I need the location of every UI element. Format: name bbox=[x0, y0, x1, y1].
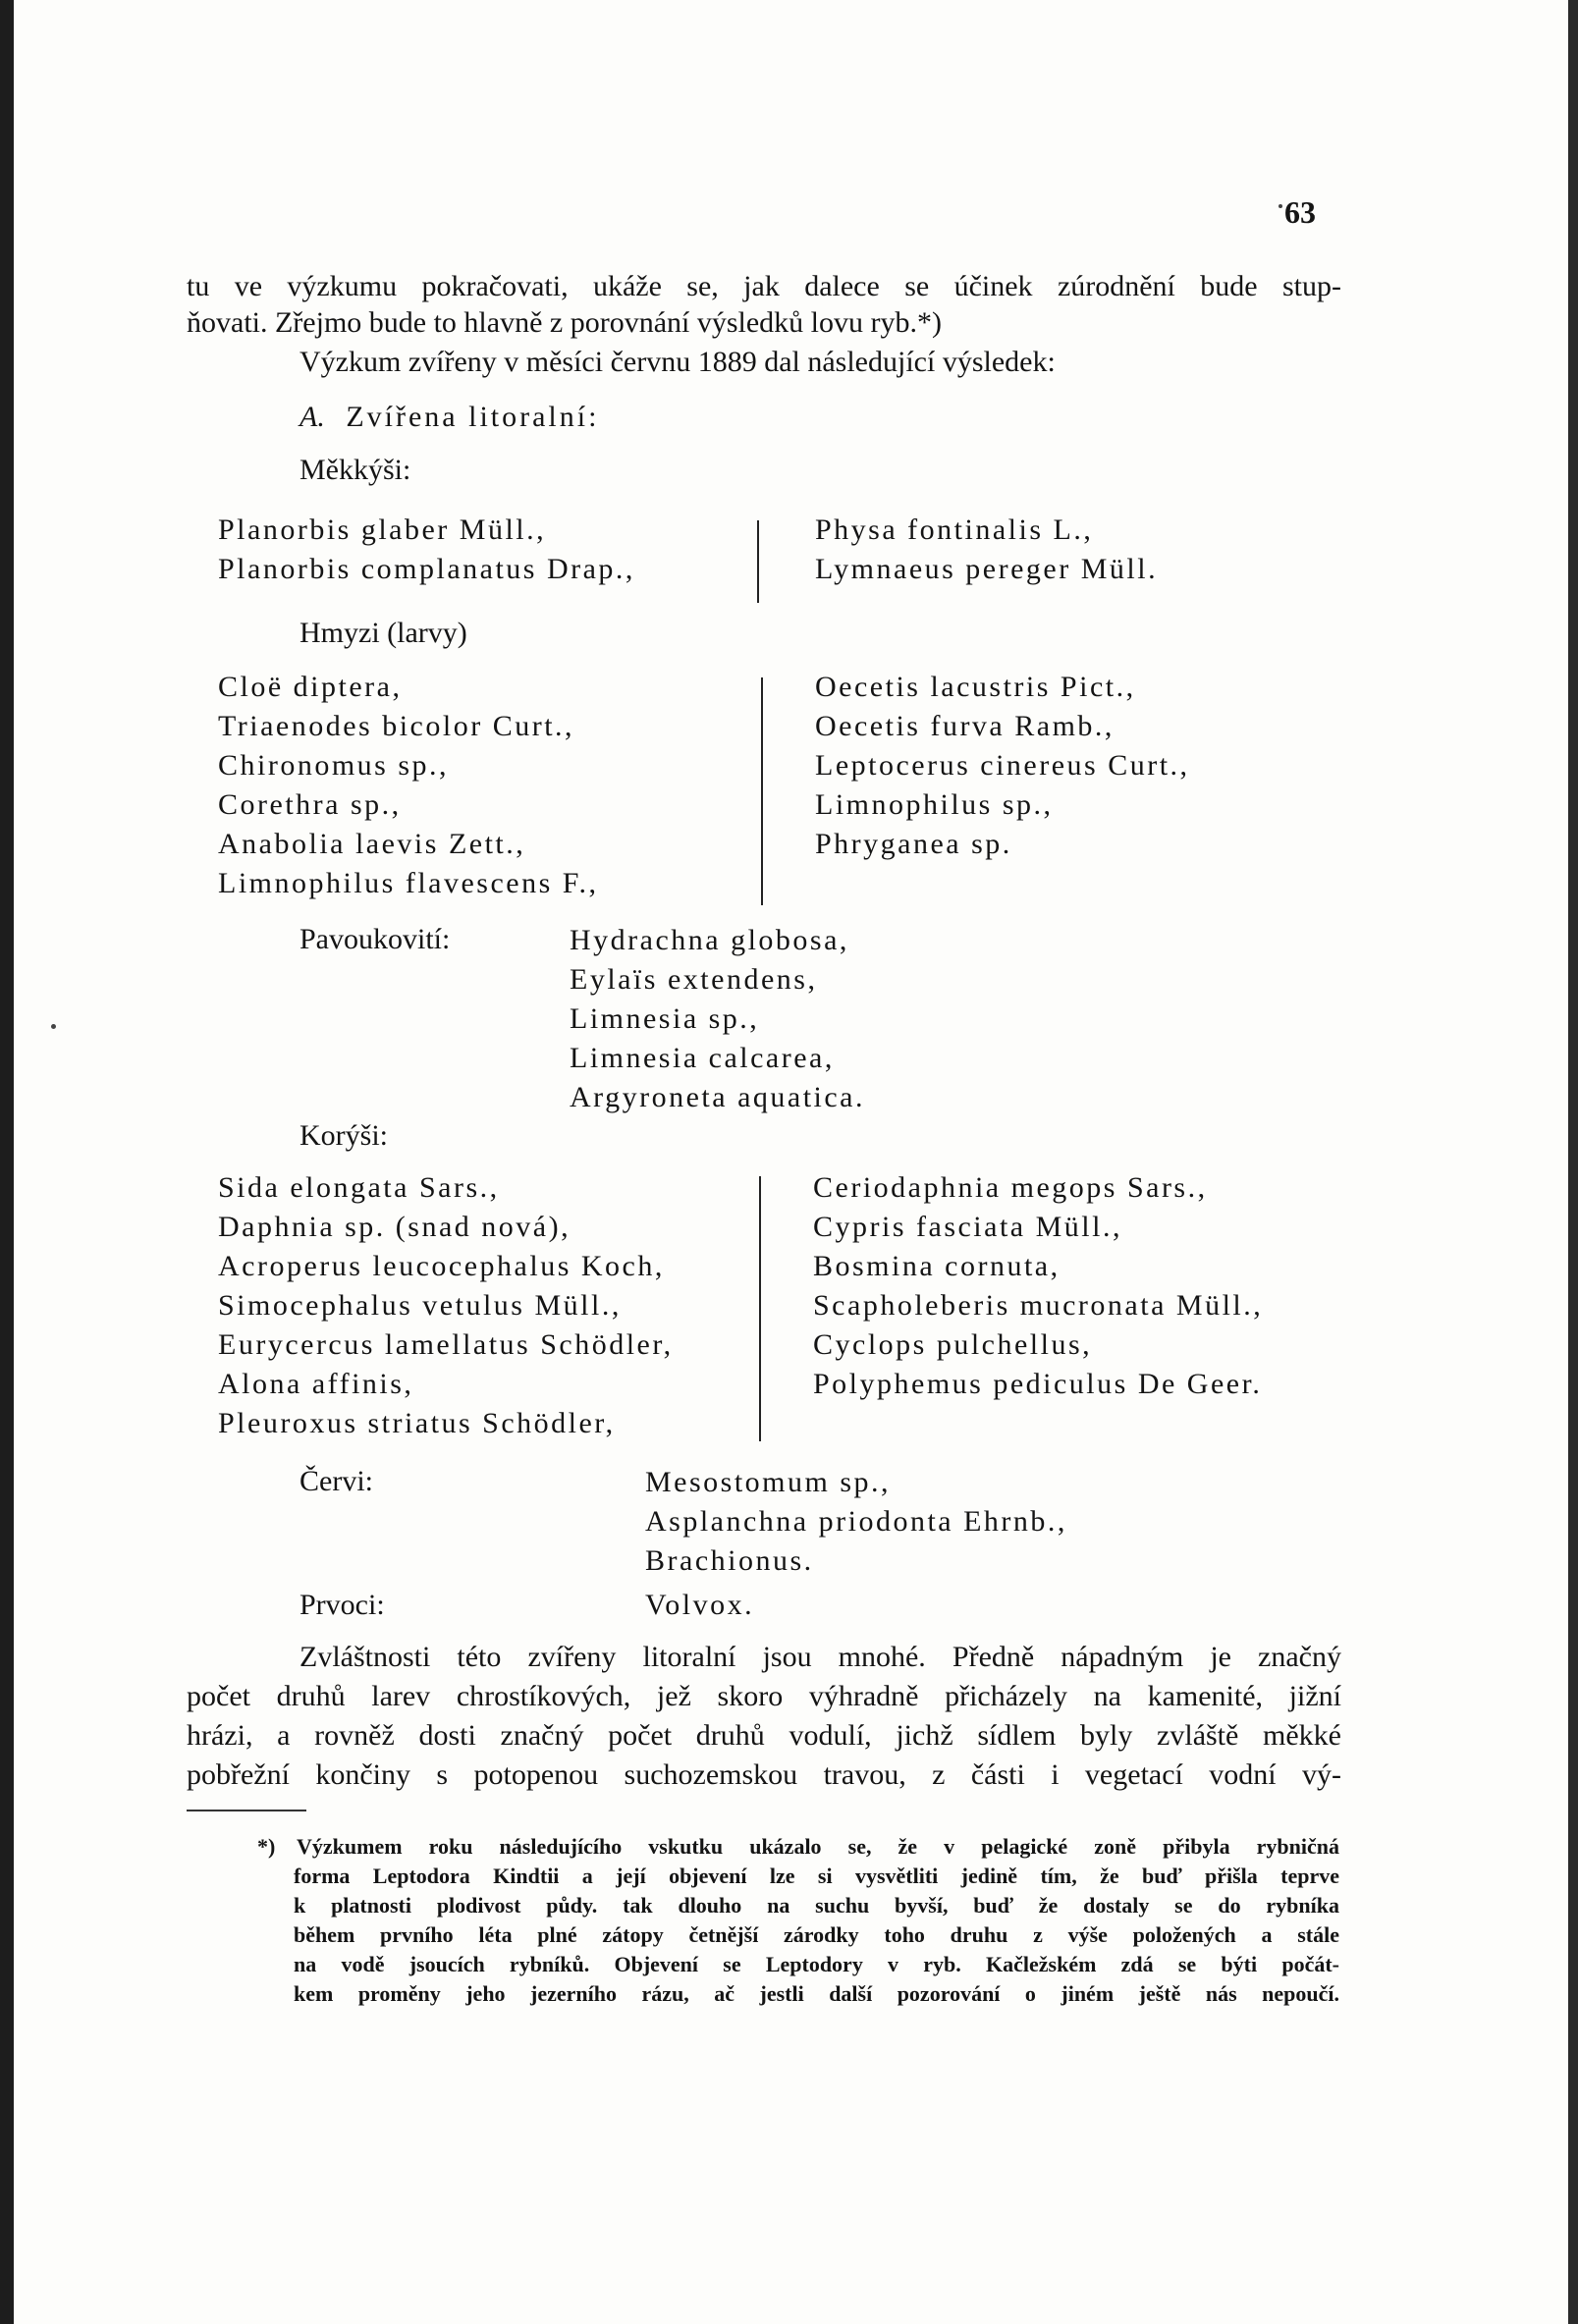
scan-right-edge bbox=[1568, 0, 1578, 2324]
list-item: Brachionus. bbox=[645, 1544, 814, 1577]
korysi-right-column bbox=[813, 1168, 1263, 1404]
scan-left-edge bbox=[0, 0, 14, 2324]
intro-line-1: tu ve výzkumu pokračovati, ukáže se, jak dalece se účinek zúrodnění bude stup- bbox=[187, 270, 1341, 302]
list-item: Limnophilus flavescens F., bbox=[218, 867, 599, 899]
column-divider bbox=[757, 520, 759, 603]
list-item: Planorbis complanatus Drap., bbox=[218, 553, 635, 585]
list-item: Cloë diptera, bbox=[218, 671, 403, 703]
footnote-rule bbox=[187, 1810, 306, 1811]
paragraph-line-4: pobřežní končiny s potopenou suchozemskou travou, z části i vegetací vodní vý- bbox=[187, 1758, 1341, 1791]
list-item: Limnesia sp., bbox=[570, 1002, 760, 1035]
column-divider bbox=[759, 1176, 761, 1441]
list-item: Hydrachna globosa, bbox=[570, 924, 849, 956]
section-letter: A. bbox=[299, 401, 325, 433]
list-item: Corethra sp., bbox=[218, 788, 402, 821]
scan-speck bbox=[1279, 204, 1282, 208]
footnote-line-5: na vodě jsoucích rybníků. Objevení se Leptodory v ryb. Kačležském zdá se býti počát- bbox=[294, 1952, 1339, 1976]
list-item: Limnophilus sp., bbox=[815, 788, 1054, 821]
list-item: Oecetis lacustris Pict., bbox=[815, 671, 1136, 703]
pavoukoviti-column bbox=[570, 921, 865, 1117]
section-a-heading bbox=[299, 401, 599, 434]
scan-speck bbox=[51, 1024, 56, 1029]
list-item: Triaenodes bicolor Curt., bbox=[218, 710, 575, 742]
page-number: 63 bbox=[1284, 194, 1316, 230]
list-item: Daphnia sp. (snad nová), bbox=[218, 1211, 571, 1243]
hmyzi-right-column bbox=[815, 668, 1190, 864]
footnote-line-3: k platnosti plodivost půdy. tak dlouho na suchu byvší, buď že dostaly se do rybníka bbox=[294, 1893, 1339, 1918]
list-item: Acroperus leucocephalus Koch, bbox=[218, 1250, 665, 1282]
paragraph-line-2: počet druhů larev chrostíkových, jež skoro výhradně přicházely na kamenité, jižní bbox=[187, 1680, 1341, 1712]
list-item: Alona affinis, bbox=[218, 1368, 414, 1400]
list-item: Scapholeberis mucronata Müll., bbox=[813, 1289, 1264, 1322]
list-item: Sida elongata Sars., bbox=[218, 1171, 500, 1204]
list-item: Asplanchna priodonta Ehrnb., bbox=[645, 1505, 1067, 1538]
list-item: Anabolia laevis Zett., bbox=[218, 828, 526, 860]
list-item: Lymnaeus pereger Müll. bbox=[815, 553, 1159, 585]
cervi-heading: Červi: bbox=[299, 1465, 373, 1497]
footnote-line-4: během prvního léta plné zátopy četnější zárodky toho druhu z výše položených a stále bbox=[294, 1922, 1339, 1947]
list-item: Eurycercus lamellatus Schödler, bbox=[218, 1328, 674, 1361]
footnote-line-1: Výzkumem roku následujícího vskutku ukázalo se, že v pelagické zoně přibyla rybničná bbox=[297, 1834, 1339, 1859]
pavoukoviti-heading: Pavoukovití: bbox=[299, 923, 451, 955]
mekkysi-right-column bbox=[815, 511, 1158, 589]
intro-line-3: Výzkum zvířeny v měsíci červnu 1889 dal následující výsledek: bbox=[299, 346, 1056, 378]
list-item: Argyroneta aquatica. bbox=[570, 1081, 866, 1113]
section-title: Zvířena litoralní: bbox=[346, 401, 600, 433]
list-item: Limnesia calcarea, bbox=[570, 1042, 835, 1074]
footnote-line-2: forma Leptodora Kindtii a její objevení lze si vysvětliti jedině tím, že buď přišla teprve bbox=[294, 1864, 1339, 1888]
list-item: Chironomus sp., bbox=[218, 749, 450, 782]
footnote-marker: *) bbox=[257, 1834, 276, 1859]
list-item: Mesostomum sp., bbox=[645, 1466, 892, 1498]
list-item: Eylaïs extendens, bbox=[570, 963, 818, 996]
list-item: Simocephalus vetulus Müll., bbox=[218, 1289, 622, 1322]
footnote-line-6: kem proměny jeho jezerního rázu, ač jestli další pozorování o jiném ještě nás nepoučí. bbox=[294, 1981, 1339, 2006]
cervi-column bbox=[645, 1463, 1067, 1581]
list-item: Phryganea sp. bbox=[815, 828, 1012, 860]
paragraph-line-1: Zvláštnosti této zvířeny litoralní jsou mnohé. Předně nápadným je značný bbox=[299, 1641, 1341, 1673]
list-item: Planorbis glaber Müll., bbox=[218, 513, 547, 546]
list-item: Cyclops pulchellus, bbox=[813, 1328, 1093, 1361]
korysi-left-column bbox=[218, 1168, 674, 1443]
mekkysi-heading: Měkkýši: bbox=[299, 454, 411, 486]
list-item: Cypris fasciata Müll., bbox=[813, 1211, 1122, 1243]
prvoci-heading: Prvoci: bbox=[299, 1589, 385, 1621]
mekkysi-left-column bbox=[218, 511, 635, 589]
intro-line-2: ňovati. Zřejmo bude to hlavně z porovnání výsledků lovu ryb.*) bbox=[187, 306, 942, 339]
paragraph-line-3: hrázi, a rovněž dosti značný počet druhů vodulí, jichž sídlem byly zvláště měkké bbox=[187, 1719, 1341, 1752]
list-item: Ceriodaphnia megops Sars., bbox=[813, 1171, 1208, 1204]
list-item: Bosmina cornuta, bbox=[813, 1250, 1061, 1282]
list-item: Leptocerus cinereus Curt., bbox=[815, 749, 1190, 782]
list-item: Polyphemus pediculus De Geer. bbox=[813, 1368, 1263, 1400]
korysi-heading: Korýši: bbox=[299, 1119, 388, 1152]
list-item: Oecetis furva Ramb., bbox=[815, 710, 1115, 742]
list-item: Physa fontinalis L., bbox=[815, 513, 1094, 546]
hmyzi-heading: Hmyzi (larvy) bbox=[299, 617, 467, 649]
list-item: Pleuroxus striatus Schödler, bbox=[218, 1407, 616, 1439]
prvoci-item: Volvox. bbox=[645, 1589, 755, 1621]
hmyzi-left-column bbox=[218, 668, 599, 903]
column-divider bbox=[761, 677, 763, 905]
